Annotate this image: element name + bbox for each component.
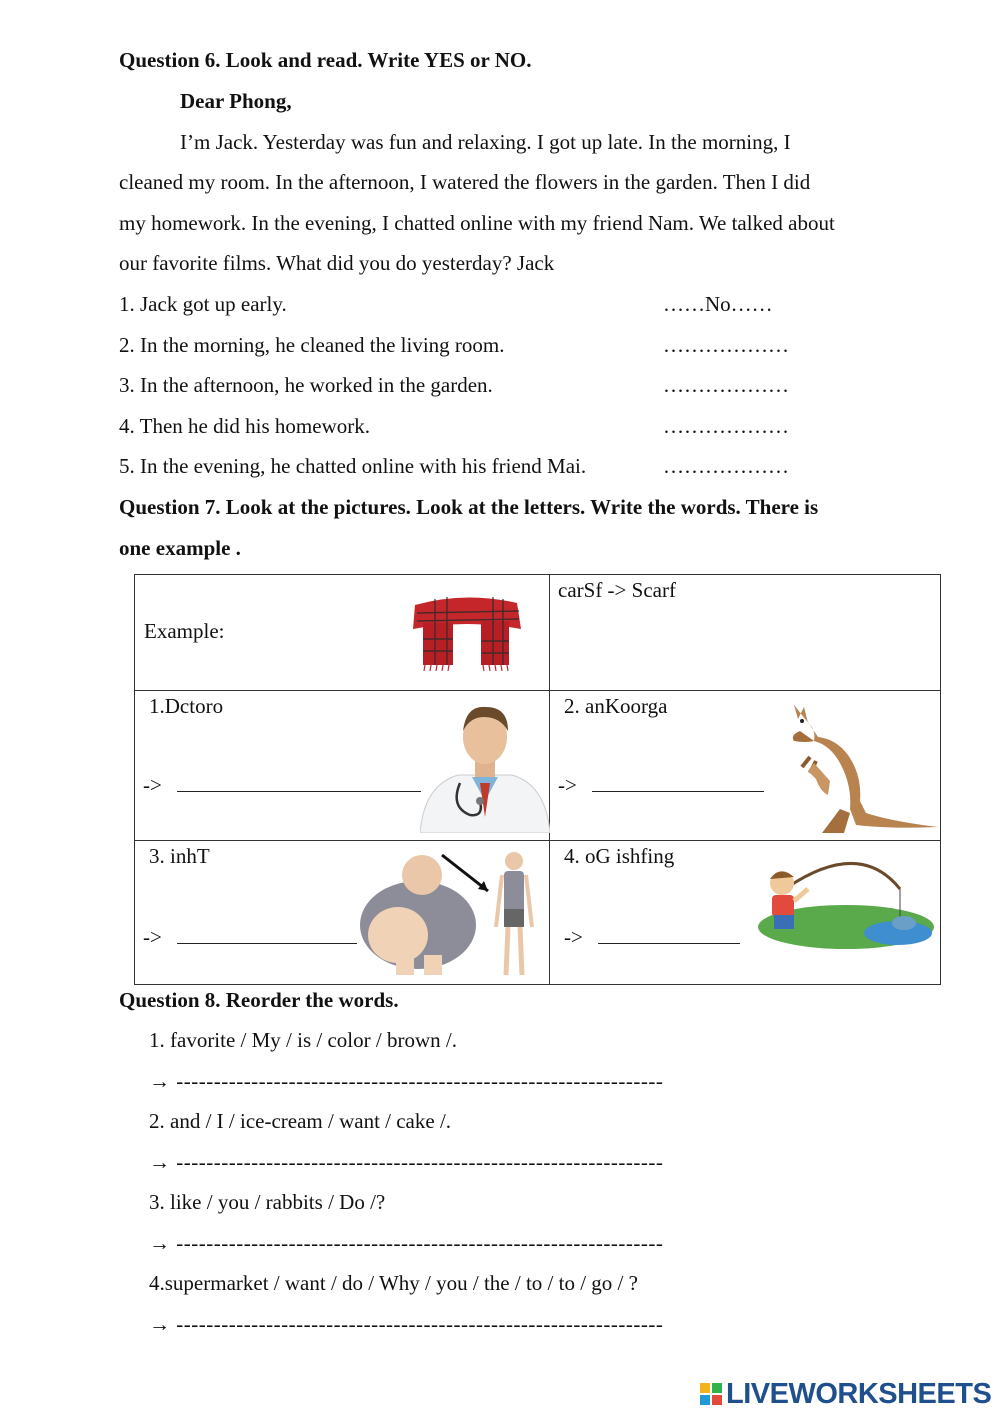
q7-table <box>134 574 941 985</box>
q6-item-2: 2. In the morning, he cleaned the living room. <box>119 333 505 357</box>
fat-thin-image <box>360 847 545 981</box>
q6-item-4: 4. Then he did his homework. <box>119 414 370 438</box>
arrow-3: -> <box>143 925 162 949</box>
q7-title-line2: one example . <box>119 536 241 560</box>
q6-answer-5[interactable]: ……………… <box>663 454 789 478</box>
example-answer: carSf -> Scarf <box>558 578 676 602</box>
logo-grid-icon <box>700 1380 722 1402</box>
answer-row-1 <box>143 773 421 798</box>
cell-fishing <box>550 841 941 985</box>
scrambled-word-1: 1.Dctoro <box>149 694 224 718</box>
q6-item-1: 1. Jack got up early. <box>119 292 287 316</box>
example-cell <box>135 575 550 691</box>
q6-answer-2[interactable]: ……………… <box>663 333 789 357</box>
q8-item-3: 3. like / you / rabbits / Do /? <box>149 1190 386 1214</box>
letter-line-3: my homework. In the evening, I chatted online with my friend Nam. We talked about <box>119 211 835 235</box>
q6-item-3: 3. In the afternoon, he worked in the garden. <box>119 373 493 397</box>
q8-answer-line-3[interactable]: → ----------------------------------------------------------------- <box>149 1231 664 1255</box>
q8-title: Question 8. Reorder the words. <box>119 988 399 1012</box>
q6-greeting: Dear Phong, <box>180 89 292 113</box>
q6-answer-1[interactable]: ……No…… <box>663 292 773 316</box>
q8-item-2: 2. and / I / ice-cream / want / cake /. <box>149 1109 452 1133</box>
cell-thin <box>135 841 550 985</box>
example-answer-cell <box>550 575 941 691</box>
q7-title-line1: Question 7. Look at the pictures. Look at the letters. Write the words. There is <box>119 495 819 519</box>
arrow-4: -> <box>564 925 583 949</box>
scarf-image <box>405 589 527 671</box>
arrow-2: -> <box>558 773 577 797</box>
scrambled-word-3: 3. inhT <box>149 844 210 868</box>
liveworksheets-logo <box>700 1378 991 1411</box>
scrambled-word-4: 4. oG ishfing <box>564 844 675 868</box>
kangaroo-image <box>770 701 940 839</box>
doctor-image <box>420 697 550 833</box>
scrambled-word-2: 2. anKoorga <box>564 694 668 718</box>
answer-row-3 <box>143 925 357 950</box>
answer-blank-1[interactable] <box>177 773 421 792</box>
cell-doctor <box>135 691 550 841</box>
answer-row-2 <box>558 773 764 798</box>
q6-answer-3[interactable]: ……………… <box>663 373 789 397</box>
arrow-1: -> <box>143 773 162 797</box>
q8-item-1: 1. favorite / My / is / color / brown /. <box>149 1028 457 1052</box>
q8-item-4: 4.supermarket / want / do / Why / you / the / to / to / go / ? <box>149 1271 638 1295</box>
letter-line-1: I’m Jack. Yesterday was fun and relaxing. I got up late. In the morning, I <box>180 130 791 154</box>
fishing-image <box>750 849 936 953</box>
logo-text: LIVEWORKSHEETS <box>726 1378 992 1410</box>
q8-answer-line-2[interactable]: → ----------------------------------------------------------------- <box>149 1150 664 1174</box>
answer-row-4 <box>564 925 740 950</box>
cell-kangaroo <box>550 691 941 841</box>
letter-line-2: cleaned my room. In the afternoon, I watered the flowers in the garden. Then I did <box>119 170 811 194</box>
answer-blank-4[interactable] <box>598 925 740 944</box>
answer-blank-3[interactable] <box>177 925 357 944</box>
q8-answer-line-4[interactable]: → ----------------------------------------------------------------- <box>149 1312 664 1336</box>
example-label: Example: <box>144 619 225 643</box>
answer-blank-2[interactable] <box>592 773 764 792</box>
q6-item-5: 5. In the evening, he chatted online with his friend Mai. <box>119 454 587 478</box>
q8-answer-line-1[interactable]: → ----------------------------------------------------------------- <box>149 1069 664 1093</box>
letter-line-4: our favorite films. What did you do yesterday? Jack <box>119 251 555 275</box>
q6-title: Question 6. Look and read. Write YES or NO. <box>119 48 532 72</box>
q6-answer-4[interactable]: ……………… <box>663 414 789 438</box>
